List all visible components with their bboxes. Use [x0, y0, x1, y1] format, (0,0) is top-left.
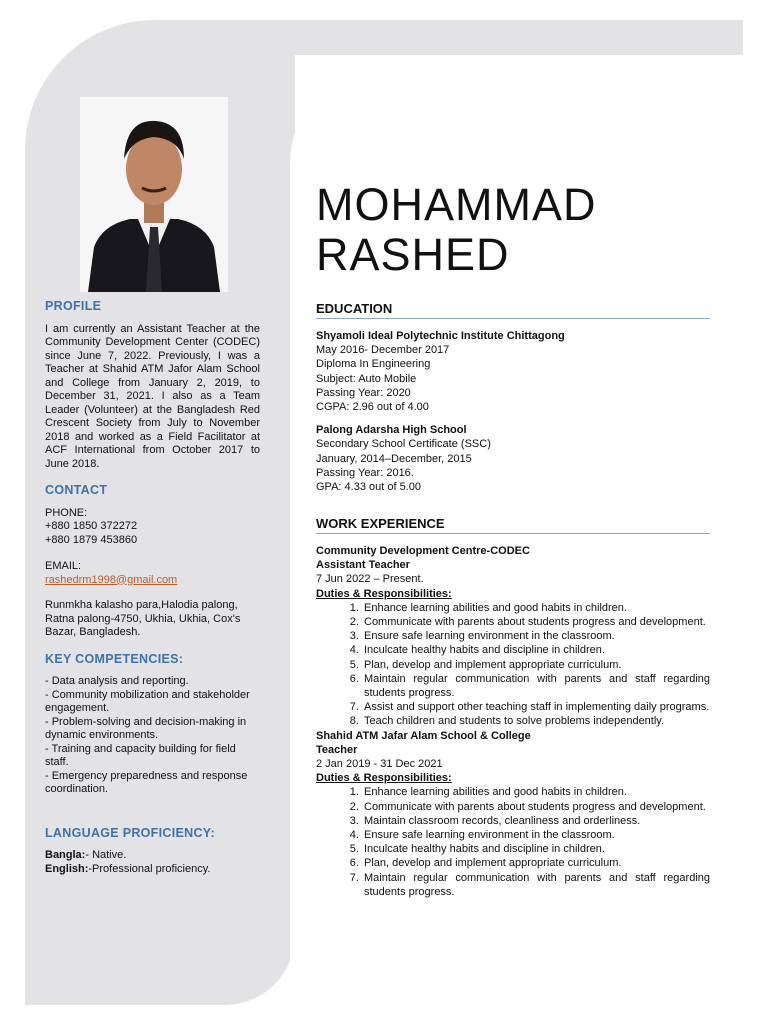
education-line: May 2016- December 2017 — [316, 344, 450, 357]
language-bangla — [45, 849, 260, 863]
competency-item: - Training and capacity building for field staff. — [45, 742, 236, 768]
education-line: Passing Year: 2016. — [316, 466, 414, 479]
bangla-label: Bangla: — [45, 849, 86, 861]
work-section — [316, 516, 710, 899]
contact-heading: CONTACT — [45, 483, 108, 497]
language-english — [45, 863, 260, 877]
english-label: English: — [45, 862, 89, 875]
education-line: Secondary School Certificate (SSC) — [316, 438, 491, 451]
job-dates: 2 Jan 2019 - 31 Dec 2021 — [316, 758, 443, 771]
duty-item: 6. Maintain regular communication with parents and staff regarding students progress. — [362, 672, 710, 700]
phone-label: PHONE: — [45, 506, 88, 519]
duty-item: 6. Plan, develop and implement appropriate curriculum. — [362, 856, 710, 870]
school-name: Shyamoli Ideal Polytechnic Institute Chittagong — [316, 330, 565, 342]
name-title — [316, 180, 710, 280]
sidebar — [45, 300, 260, 876]
email-link[interactable]: rashedrm1998@gmail.com — [45, 573, 178, 586]
education-line: Diploma In Engineering — [316, 358, 431, 371]
profile-text: I am currently an Assistant Teacher at the Community Development Center (CODEC) since June 7, 2022. Previously, I was a Teacher at Shahid ATM Jafor Alam School and College from January 2, 2019, to December 31, 2021. I also as a Team Leader (Volunteer) at the Bangladesh Red Crescent Society from July to November 2018 and worked as a Field Facilitator at ACF International from October 2017 to June 2018. — [45, 322, 260, 470]
duty-item: 7. Maintain regular communication with parents and staff regarding students progress. — [362, 871, 710, 899]
duties-list — [316, 785, 710, 899]
work-heading: WORK EXPERIENCE — [316, 516, 710, 534]
address: Runmkha kalasho para,Halodia palong, Ratna palong-4750, Ukhia, Ukhia, Cox's Bazar, Bangladesh. — [45, 599, 241, 638]
duty-item: 3. Ensure safe learning environment in the classroom. — [362, 629, 710, 643]
education-entry — [316, 423, 710, 494]
phone-2: +880 1879 453860 — [45, 533, 138, 546]
duty-item: 7. Assist and support other teaching staff in implementing daily programs. — [362, 700, 710, 714]
job-entry — [316, 729, 710, 899]
top-band — [200, 20, 743, 55]
job-title: Assistant Teacher — [316, 559, 410, 572]
competency-item: - Problem-solving and decision-making in dynamic environments. — [45, 715, 247, 741]
education-line: Passing Year: 2020 — [316, 386, 411, 399]
education-line: January, 2014–December, 2015 — [316, 452, 472, 465]
duties-label: Duties & Responsibilities: — [316, 587, 452, 600]
job-dates: 7 Jun 2022 – Present. — [316, 573, 424, 586]
education-heading: EDUCATION — [316, 301, 710, 319]
duties-list — [316, 601, 710, 729]
duties-label: Duties & Responsibilities: — [316, 772, 452, 785]
name-last: RASHED — [316, 229, 510, 280]
duty-item: 4. Ensure safe learning environment in the classroom. — [362, 828, 710, 842]
english-value: -Professional proficiency. — [88, 862, 211, 875]
email-label: EMAIL: — [45, 560, 82, 572]
duty-item: 2. Communicate with parents about students progress and development. — [362, 615, 710, 629]
job-org: Shahid ATM Jafar Alam School & College — [316, 729, 531, 742]
school-name: Palong Adarsha High School — [316, 424, 467, 437]
competencies-list — [45, 675, 260, 797]
duty-item: 1. Enhance learning abilities and good habits in children. — [362, 785, 710, 799]
duty-item: 3. Maintain classroom records, cleanliness and orderliness. — [362, 814, 710, 828]
education-entry — [316, 329, 710, 414]
duty-item: 1. Enhance learning abilities and good habits in children. — [362, 601, 710, 615]
phone-1: +880 1850 372272 — [45, 520, 138, 532]
education-section — [316, 301, 710, 494]
duty-item: 2. Communicate with parents about students progress and development. — [362, 800, 710, 814]
job-org: Community Development Centre-CODEC — [316, 545, 530, 557]
competency-item: - Data analysis and reporting. — [45, 675, 189, 687]
language-heading: LANGUAGE PROFICIENCY: — [45, 825, 215, 840]
job-entry — [316, 544, 710, 729]
duty-item: 8. Teach children and students to solve problems independently. — [362, 714, 710, 728]
competency-item: - Emergency preparedness and response coordination. — [45, 769, 248, 795]
duty-item: 4. Inculcate healthy habits and discipline in children. — [362, 643, 710, 657]
duty-item: 5. Plan, develop and implement appropriate curriculum. — [362, 658, 710, 672]
name-first: MOHAMMAD — [316, 179, 597, 230]
education-line: GPA: 4.33 out of 5.00 — [316, 481, 421, 494]
competencies-heading: KEY COMPETENCIES: — [45, 651, 184, 666]
duty-item: 5. Inculcate healthy habits and discipline in children. — [362, 842, 710, 856]
job-title: Teacher — [316, 743, 358, 756]
education-line: CGPA: 2.96 out of 4.00 — [316, 401, 429, 414]
bangla-value: - Native. — [85, 849, 127, 861]
profile-heading: PROFILE — [45, 299, 102, 313]
competency-item: - Community mobilization and stakeholder engagement. — [45, 688, 250, 714]
education-line: Subject: Auto Mobile — [316, 372, 417, 385]
profile-photo — [80, 97, 228, 292]
